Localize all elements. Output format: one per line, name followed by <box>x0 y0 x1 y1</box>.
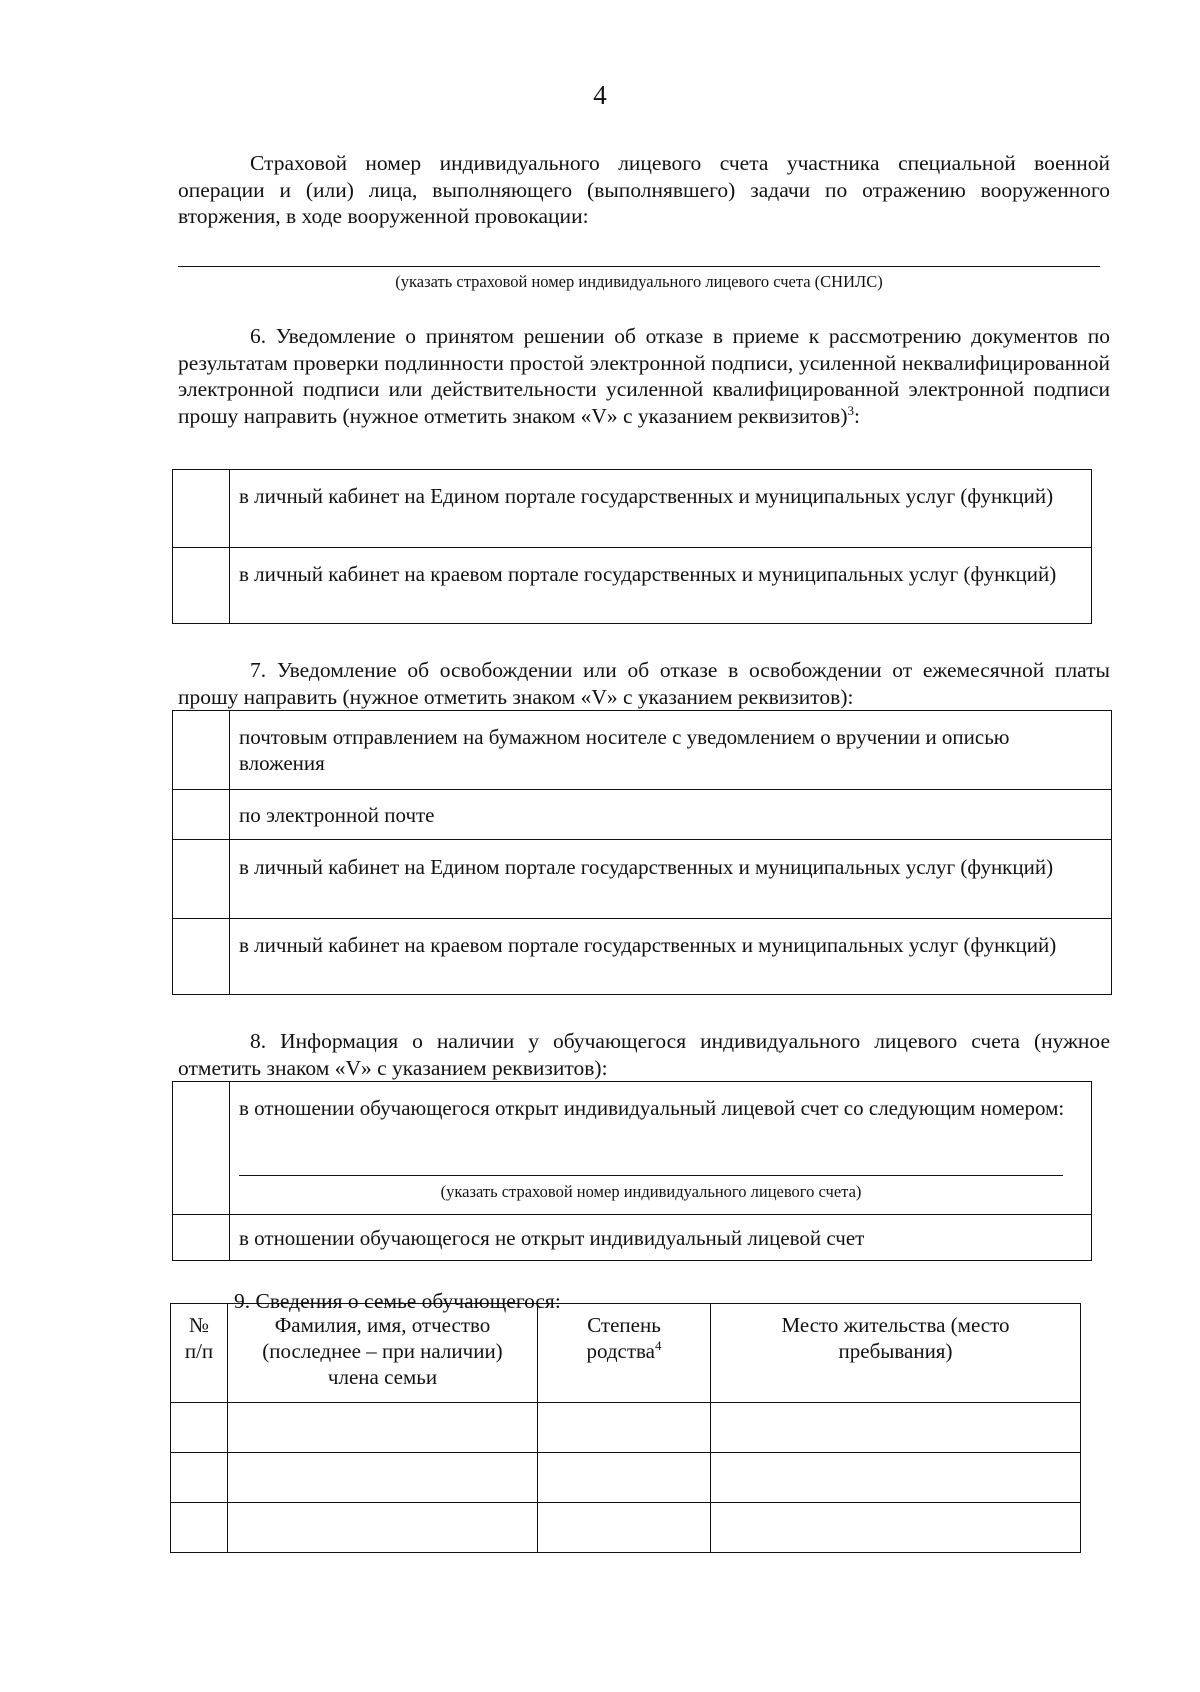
section6-option-epgu <box>173 470 1091 547</box>
header-name: Фамилия, имя, отчество (последнее – при наличии) члена семьи <box>228 1304 538 1403</box>
option-label: в отношении обучающегося открыт индивидуальный лицевой счет со следующим номером: <box>239 1096 1065 1120</box>
cell-residence[interactable] <box>711 1503 1081 1553</box>
cell-name[interactable] <box>228 1503 538 1553</box>
header-relation: Степень родства$^4$ <box>538 1304 711 1403</box>
cell-relation[interactable] <box>538 1453 711 1503</box>
snils-text: Страховой номер индивидуального лицевого счета участника специальной военной операции и (или) лица, выполняющего (выполнявшего) задачи по отражению вооруженного вторжения, в ходе вооруженной провокации: <box>178 151 1110 228</box>
account-number-caption: (указать страховой номер индивидуального лицевого счета) <box>440 1182 862 1201</box>
table-row <box>171 1403 1081 1453</box>
cell-num[interactable] <box>171 1453 228 1503</box>
option-label: почтовым отправлением на бумажном носителе с уведомлением о вручении и описью вложения <box>239 725 1010 775</box>
section6-checkbox-regional[interactable] <box>173 548 230 623</box>
section7-options-table <box>172 710 1112 995</box>
section6-colon: : <box>853 403 860 428</box>
snils-paragraph <box>178 150 1110 230</box>
section8-checkbox-closed[interactable] <box>173 1215 230 1260</box>
family-table <box>170 1303 1081 1553</box>
cell-name[interactable] <box>228 1453 538 1503</box>
section8-text: 8. Информация о наличии у обучающегося индивидуального лицевого счета (нужное отметить знаком «V» с указанием реквизитов): <box>178 1029 1110 1080</box>
option-label: в личный кабинет на краевом портале государственных и муниципальных услуг (функций) <box>239 933 1057 957</box>
option-label: в личный кабинет на Едином портале государственных и муниципальных услуг (функций) <box>239 484 1054 508</box>
snils-caption: (указать страховой номер индивидуального лицевого счета (СНИЛС) <box>395 272 883 291</box>
section7-checkbox-email[interactable] <box>173 790 230 839</box>
footnote-4: 4 <box>655 1338 662 1353</box>
header-num: № п/п <box>171 1304 228 1403</box>
cell-relation[interactable] <box>538 1403 711 1453</box>
option-label: по электронной почте <box>239 803 435 827</box>
cell-relation[interactable] <box>538 1503 711 1553</box>
family-table-header <box>171 1304 1081 1403</box>
section8-checkbox-open[interactable] <box>173 1082 230 1214</box>
section8-option-closed <box>173 1214 1091 1260</box>
cell-residence[interactable] <box>711 1453 1081 1503</box>
page-number: 4 <box>593 80 607 110</box>
section7-option-epgu <box>173 839 1111 918</box>
section6-paragraph <box>178 323 1110 429</box>
cell-residence[interactable] <box>711 1403 1081 1453</box>
option-label: в личный кабинет на Едином портале государственных и муниципальных услуг (функций) <box>239 855 1054 879</box>
section7-paragraph <box>178 657 1110 710</box>
section7-option-email <box>173 789 1111 839</box>
table-row <box>171 1453 1081 1503</box>
table-row <box>171 1503 1081 1553</box>
cell-num[interactable] <box>171 1503 228 1553</box>
option-label: в личный кабинет на краевом портале государственных и муниципальных услуг (функций) <box>239 562 1057 586</box>
section7-checkbox-regional[interactable] <box>173 919 230 994</box>
section8-options-table <box>172 1081 1092 1261</box>
cell-name[interactable] <box>228 1403 538 1453</box>
section8-option-open <box>173 1082 1091 1214</box>
snils-input-line[interactable] <box>178 266 1100 267</box>
account-number-input-line[interactable] <box>239 1175 1063 1176</box>
section6-options-table <box>172 469 1092 624</box>
section6-checkbox-epgu[interactable] <box>173 470 230 547</box>
option-label: в отношении обучающегося не открыт индивидуальный лицевой счет <box>239 1226 865 1250</box>
section7-checkbox-epgu[interactable] <box>173 840 230 918</box>
section6-option-regional <box>173 547 1091 623</box>
section7-option-post <box>173 711 1111 789</box>
section6-text: 6. Уведомление о принятом решении об отказе в приеме к рассмотрению документов по результатам проверки подлинности простой электронной подписи, усиленной неквалифицированной электронной подписи или действительности усиленной квалифицированной электронной подписи прошу направить (нужное отметить знаком «V» с указанием реквизитов) <box>178 324 1110 428</box>
section9-title: 9. Сведения о семье обучающегося: <box>234 1289 561 1313</box>
cell-num[interactable] <box>171 1403 228 1453</box>
footnote-3: 3 <box>847 402 854 418</box>
section7-option-regional <box>173 918 1111 994</box>
header-residence: Место жительства (место пребывания) <box>711 1304 1081 1403</box>
section7-checkbox-post[interactable] <box>173 711 230 789</box>
section7-text: 7. Уведомление об освобождении или об отказе в освобождении от ежемесячной платы прошу направить (нужное отметить знаком «V» с указанием реквизитов): <box>178 658 1110 709</box>
section8-paragraph <box>178 1028 1110 1081</box>
